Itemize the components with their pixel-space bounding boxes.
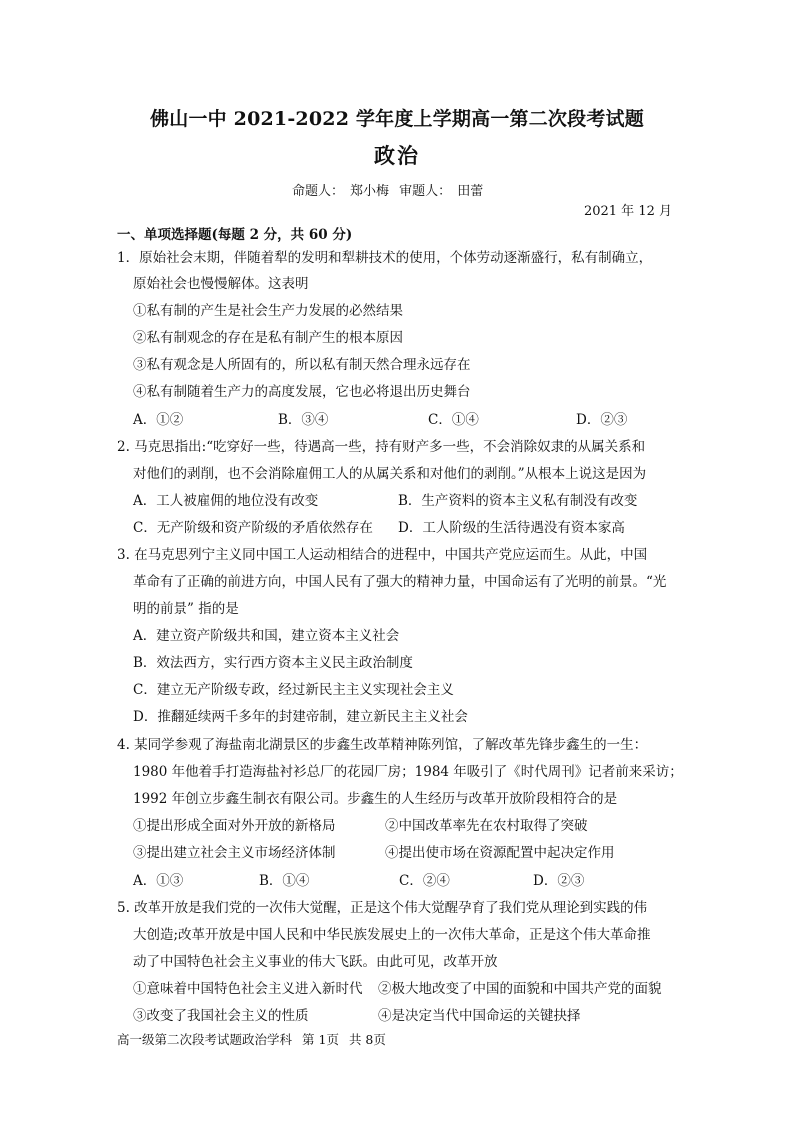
question-3-option-c[interactable]: C．建立无产阶级专政，经过新民主主义实现社会主义 [133, 682, 454, 698]
statement-2: ②中国改革率先在农村取得了突破 [385, 818, 588, 834]
question-1-statement-2: ②私有制观念的存在是私有制产生的根本原因 [133, 330, 403, 346]
option-a[interactable]: A．①③ [133, 873, 184, 889]
statement-3: ③改变了我国社会主义的性质 [133, 1008, 309, 1024]
statement-1: ①提出形成全面对外开放的新格局 [133, 818, 336, 834]
question-3-option-b[interactable]: B．效法西方，实行西方资本主义民主政治制度 [133, 655, 413, 671]
exam-date: 2021 年 12 月 [583, 204, 672, 219]
option-c[interactable]: C．无产阶级和资产阶级的矛盾依然存在 [133, 520, 373, 536]
question-3-option-a[interactable]: A．建立资产阶级共和国，建立资本主义社会 [133, 628, 400, 644]
question-1-statement-1: ①私有制的产生是社会生产力发展的必然结果 [133, 303, 403, 319]
statement-2: ②极大地改变了中国的面貌和中国共产党的面貌 [378, 981, 662, 997]
option-d[interactable]: D．②③ [576, 412, 628, 428]
exam-title: 佛山一中 2021-2022 学年度上学期高一第二次段考试题 [150, 108, 644, 130]
question-3-option-d[interactable]: D．推翻延续两千多年的封建帝制，建立新民主主义社会 [133, 709, 468, 725]
option-c[interactable]: C．①④ [428, 412, 479, 428]
footer-course: 高一级第二次段考试题政治学科 [117, 1032, 293, 1047]
question-1-statement-3: ③私有观念是人所固有的，所以私有制天然合理永远存在 [133, 357, 471, 373]
page-footer [117, 1030, 396, 1048]
statement-4: ④提出使市场在资源配置中起决定作用 [385, 845, 615, 861]
question-4-stem-line-3: 1992 年创立步鑫生制衣有限公司。步鑫生的人生经历与改革开放阶段相符合的是 [133, 791, 618, 807]
option-d[interactable]: D．②③ [533, 873, 585, 889]
question-4-stem-line-1: 4. 某同学参观了海盐南北湖景区的步鑫生改革精神陈列馆，了解改革先锋步鑫生的一生： [117, 737, 648, 753]
option-b[interactable]: B．①④ [259, 873, 310, 889]
question-1-statement-4: ④私有制随着生产力的高度发展，它也必将退出历史舞台 [133, 384, 471, 400]
author-label: 命题人： [292, 184, 345, 199]
footer-page-total: 共 8页 [348, 1032, 386, 1047]
option-a[interactable]: A．①② [133, 412, 184, 428]
statement-4: ④是决定当代中国命运的关键抉择 [378, 1008, 581, 1024]
question-5-stem-line-2: 大创造;改革开放是中国人民和中华民族发展史上的一次伟大革命，正是这个伟大革命推 [133, 927, 651, 943]
subject-title: 政治 [374, 143, 420, 168]
section-heading: 一、单项选择题(每题 2 分，共 60 分) [117, 227, 353, 243]
option-c[interactable]: C．②④ [399, 873, 450, 889]
option-a[interactable]: A．工人被雇佣的地位没有改变 [133, 493, 319, 509]
question-2-stem-line-1: 2. 马克思指出:“吃穿好一些，待遇高一些，持有财产多一些，不会消除奴隶的从属关系和 [117, 439, 646, 455]
question-2-stem-line-2: 对他们的剥削，也不会消除雇佣工人的从属关系和对他们的剥削。”从根本上说这是因为 [133, 466, 647, 482]
question-3-stem-line-2: 革命有了正确的前进方向，中国人民有了强大的精神力量，中国命运有了光明的前景。“光 [133, 574, 667, 590]
statement-3: ③提出建立社会主义市场经济体制 [133, 845, 336, 861]
option-b[interactable]: B．生产资料的资本主义私有制没有改变 [398, 493, 638, 509]
author-name: 郑小梅 [350, 184, 390, 199]
option-b[interactable]: B．③④ [278, 412, 329, 428]
question-1-stem-line-1: 1．原始社会末期，伴随着犁的发明和犁耕技术的使用，个体劳动逐渐盛行，私有制确立， [117, 250, 653, 266]
option-d[interactable]: D．工人阶级的生活待遇没有资本家高 [398, 520, 625, 536]
reviewer-label: 审题人： [399, 184, 452, 199]
footer-page-number: 第 1页 [302, 1032, 339, 1047]
question-1-stem-line-2: 原始社会也慢慢解体。这表明 [133, 276, 309, 292]
reviewer-name: 田蕾 [457, 184, 484, 199]
author-line [292, 180, 489, 199]
question-5-stem-line-3: 动了中国特色社会主义事业的伟大飞跃。由此可见，改革开放 [133, 954, 498, 970]
question-3-stem-line-1: 3. 在马克思列宁主义同中国工人运动相结合的进程中，中国共产党应运而生。从此，中国 [117, 547, 648, 563]
question-5-stem-line-1: 5. 改革开放是我们党的一次伟大觉醒，正是这个伟大觉醒孕育了我们党从理论到实践的伟 [117, 900, 648, 916]
question-3-stem-line-3: 明的前景” 指的是 [133, 601, 239, 617]
question-4-stem-line-2: 1980 年他着手打造海盐衬衫总厂的花园厂房；1984 年吸引了《时代周刊》记者前来采访； [133, 764, 683, 780]
statement-1: ①意味着中国特色社会主义进入新时代 [133, 981, 363, 997]
